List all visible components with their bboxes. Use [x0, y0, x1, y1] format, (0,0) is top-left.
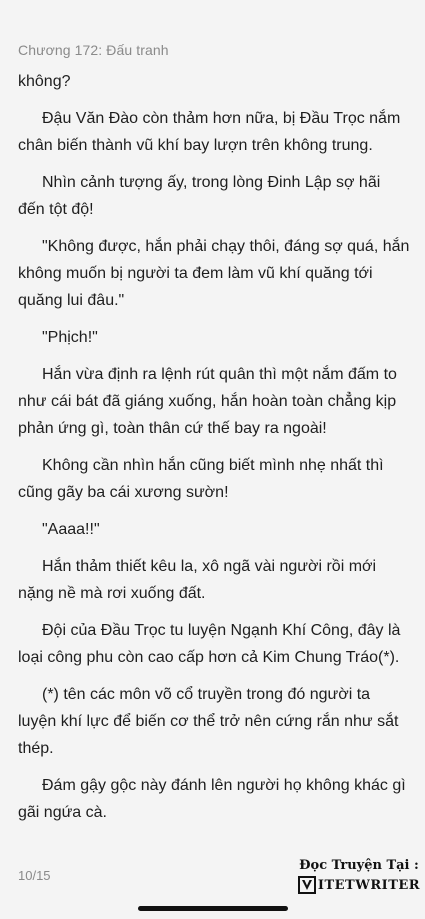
paragraph: Đội của Đầu Trọc tu luyện Ngạnh Khí Công, đây là loại công phu còn cao cấp hơn cả Kim Chung Tráo(*). — [18, 622, 401, 666]
page-indicator: 10/15 — [18, 868, 51, 883]
paragraph: không? — [18, 73, 71, 90]
watermark-caption: Đọc Truyện Tại : — [299, 858, 419, 873]
paragraph: Đậu Văn Đào còn thảm hơn nữa, bị Đầu Trọc nắm chân biến thành vũ khí bay lượn trên không trung. — [18, 110, 401, 154]
paragraph: "Không được, hắn phải chạy thôi, đáng sợ quá, hắn không muốn bị người ta đem làm vũ khí quăng tới quăng lui đâu." — [18, 238, 410, 309]
paragraph: "Aaaa!!" — [42, 521, 100, 538]
watermark — [296, 858, 422, 894]
watermark-brand-text: ITETWRITER — [317, 877, 421, 893]
home-indicator[interactable] — [138, 906, 288, 911]
paragraph: Đám gậy gộc này đánh lên người họ không khác gì gãi ngứa cà. — [18, 777, 406, 821]
paragraph: (*) tên các môn võ cổ truyền trong đó người ta luyện khí lực để biến cơ thể trở nên cứng rắn như sắt thép. — [18, 686, 399, 757]
reader-content — [18, 68, 410, 836]
paragraph: Hắn thảm thiết kêu la, xô ngã vài người rồi mới nặng nề mà rơi xuống đất. — [18, 558, 377, 602]
watermark-brand — [296, 876, 422, 894]
chapter-title: Chương 172: Đấu tranh — [18, 42, 169, 58]
paragraph: Nhìn cảnh tượng ấy, trong lòng Đinh Lập sợ hãi đến tột độ! — [18, 174, 381, 218]
v-logo-icon — [298, 876, 316, 894]
paragraph: Không cần nhìn hắn cũng biết mình nhẹ nhất thì cũng gãy ba cái xương sườn! — [18, 457, 384, 501]
paragraph: Hắn vừa định ra lệnh rút quân thì một nắm đấm to như cái bát đã giáng xuống, hắn hoàn toàn chẳng kịp phản ứng gì, toàn thân cứ thế bay ra ngoài! — [18, 366, 397, 437]
paragraph: "Phịch!" — [42, 329, 98, 346]
